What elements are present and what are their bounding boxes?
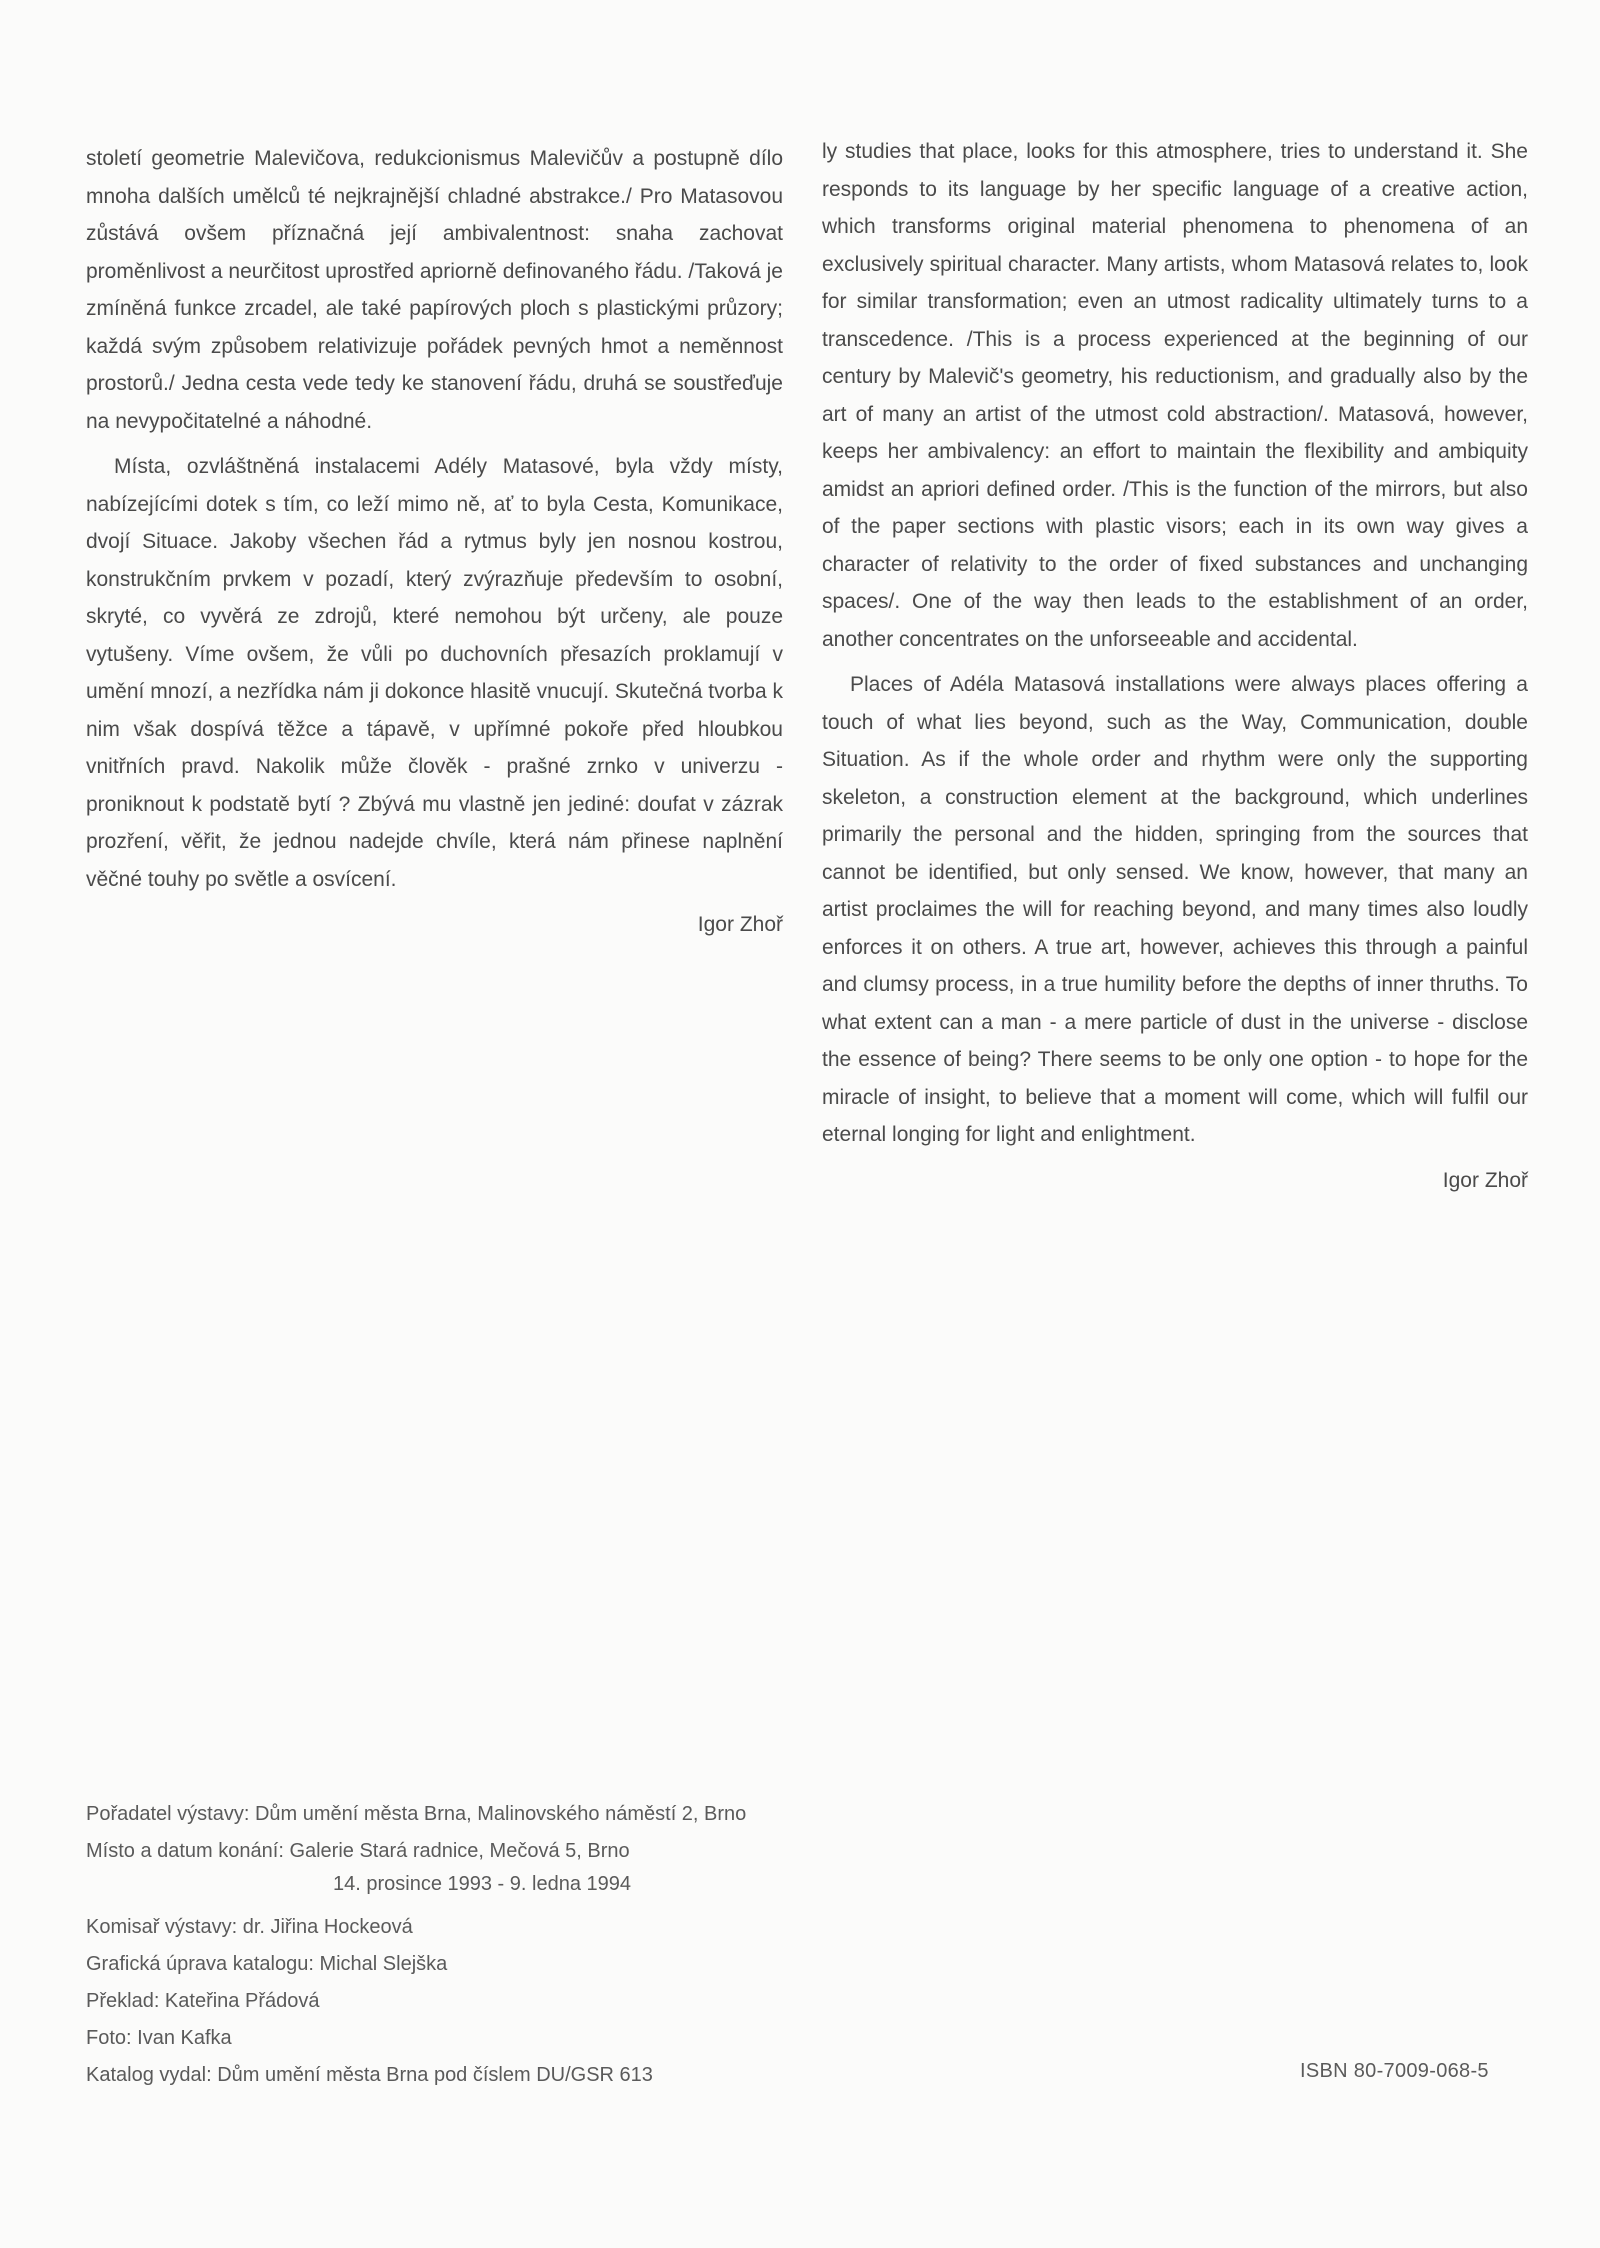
colophon-design: Grafická úprava katalogu: Michal Slejška <box>86 1953 448 1975</box>
colophon-photo: Foto: Ivan Kafka <box>86 2027 232 2049</box>
czech-text-column <box>86 140 783 944</box>
colophon-venue: Místo a datum konání: Galerie Stará radnice, Mečová 5, Brno <box>86 1840 630 1862</box>
english-signature: Igor Zhoř <box>1442 1168 1528 1192</box>
colophon-dates: 14. prosince 1993 - 9. ledna 1994 <box>333 1873 631 1895</box>
colophon-organizer: Pořadatel výstavy: Dům umění města Brna, Malinovského náměstí 2, Brno <box>86 1803 747 1825</box>
colophon-publisher: Katalog vydal: Dům umění města Brna pod číslem DU/GSR 613 <box>86 2064 653 2086</box>
czech-paragraph-1: století geometrie Malevičova, redukcionismus Malevičův a postupně dílo mnoha dalších umělců té nejkrajnější chladné abstrakce./ Pro Matasovou zůstává ovšem příznačná její ambivalentnost: snaha zachovat proměnlivost a neurčitost uprostřed apriorně definovaného řádu. /Taková je zmíněná funkce zrcadel, ale také papírových ploch s plastickými průzory; každá svým způsobem relativizuje pořádek pevných hmot a neměnnost prostorů./ Jedna cesta vede tedy ke stanovení řádu, druhá se soustřeďuje na nevypočitatelné a náhodné. <box>86 147 783 433</box>
colophon-translation: Překlad: Kateřina Přádová <box>86 1990 320 2012</box>
isbn-number: ISBN 80-7009-068-5 <box>1300 2060 1489 2082</box>
colophon <box>86 1796 846 2094</box>
czech-paragraph-2: Místa, ozvláštněná instalacemi Adély Matasové, byla vždy místy, nabízejícími dotek s tím, co leží mimo ně, ať to byla Cesta, Komunikace, dvojí Situace. Jakoby všechen řád a rytmus byly jen nosnou kostrou, konstrukčním prvkem v pozadí, který zvýrazňuje především to osobní, skryté, co vyvěrá ze zdrojů, které nemohou být určeny, ale pouze vytušeny. Víme ovšem, že vůli po duchovních přesazích proklamují v umění mnozí, a nezřídka nám ji dokonce hlasitě vnucují. Skutečná tvorba k nim však dospívá těžce a tápavě, v upřímné pokoře před hloubkou vnitřních pravd. Nakolik může člověk - prašné zrnko v univerzu - proniknout k podstatě bytí ? Zbývá mu vlastně jen jediné: doufat v zázrak prozření, věřit, že jednou nadejde chvíle, která nám přinese naplnění věčné touhy po světle a osvícení. <box>86 455 783 891</box>
english-text-column <box>822 133 1528 1199</box>
english-paragraph-1: ly studies that place, looks for this atmosphere, tries to understand it. She responds to its language by her specific language of a creative action, which transforms original material phenomena to phenomena of an exclusively spiritual character. Many artists, whom Matasová relates to, look for similar transformation; even an utmost radicality ultimately turns to a transcedence. /This is a process experienced at the beginning of our century by Malevič's geometry, his reductionism, and gradually also by the art of many an artist of the utmost cold abstraction/. Matasová, however, keeps her ambivalency: an effort to maintain the flexibility and ambiquity amidst an apriori defined order. /This is the function of the mirrors, but also of the paper sections with plastic visors; each in its own way gives a character of relativity to the order of fixed substances and unchanging spaces/. One of the way then leads to the establishment of an order, another concentrates on the unforseeable and accidental. <box>822 140 1528 651</box>
czech-signature: Igor Zhoř <box>697 913 783 936</box>
colophon-curator: Komisař výstavy: dr. Jiřina Hockeová <box>86 1916 413 1938</box>
english-paragraph-2: Places of Adéla Matasová installations were always places offering a touch of what lies beyond, such as the Way, Communication, double Situation. As if the whole order and rhythm were only the supporting skeleton, a construction element at the background, which underlines primarily the personal and the hidden, springing from the sources that cannot be identified, but only sensed. We know, however, that many an artist proclaimes the will for reaching beyond, and many times also loudly enforces it on others. A true art, however, achieves this through a painful and clumsy process, in a true humility before the depths of inner thruths. To what extent can a man - a mere particle of dust in the universe - disclose the essence of being? There seems to be only one option - to hope for the miracle of insight, to believe that a moment will come, which will fulfil our eternal longing for light and enlightment. <box>822 673 1528 1146</box>
